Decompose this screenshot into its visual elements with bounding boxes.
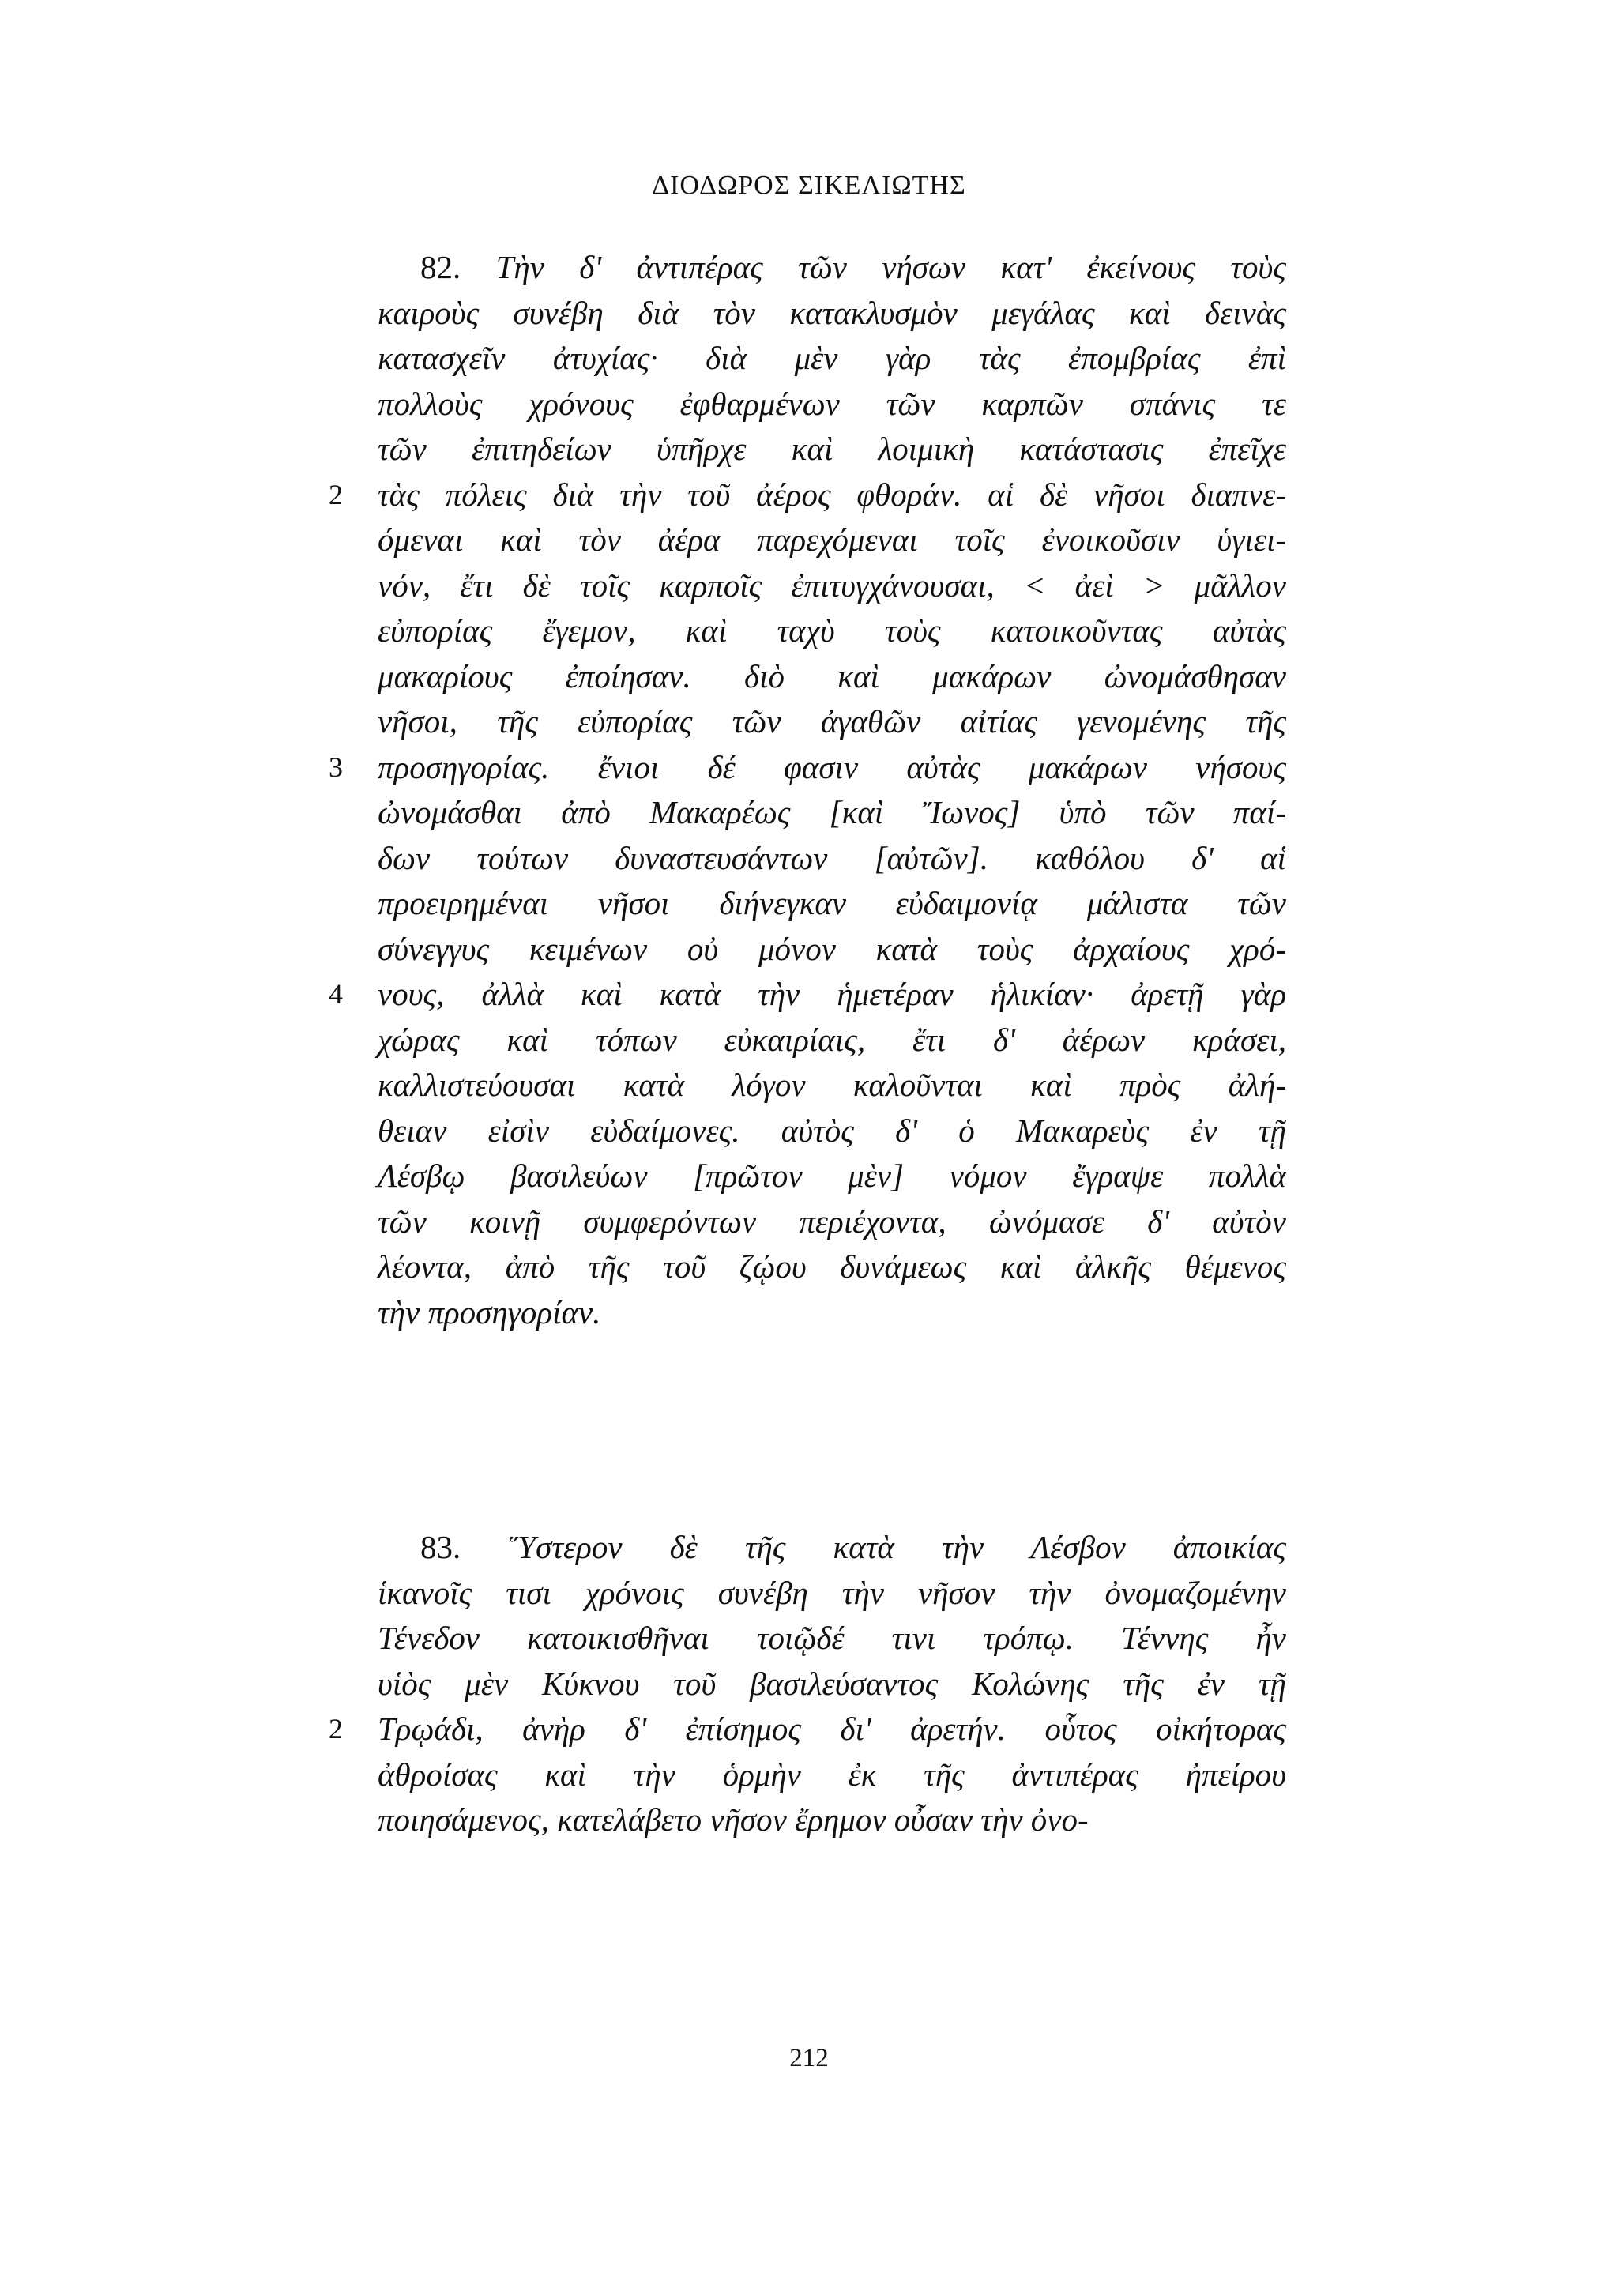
marginal-number: 3 <box>329 751 343 783</box>
line-text: τῶν ἐπιτηδείων ὑπῆρχε καὶ λοιμικὴ κατάστασις ἐπεῖχε <box>378 431 1286 467</box>
text-line <box>378 1616 1286 1662</box>
text-line <box>378 1244 1286 1290</box>
line-text: λέοντα, ἀπὸ τῆς τοῦ ζῴου δυνάμεως καὶ ἀλκῆς θέμενος <box>378 1248 1286 1285</box>
text-line <box>378 881 1286 927</box>
marginal-number: 2 <box>329 478 343 510</box>
line-text: καιροὺς συνέβη διὰ τὸν κατακλυσμὸν μεγάλας καὶ δεινὰς <box>378 294 1286 331</box>
text-line <box>378 1752 1286 1798</box>
line-text: νόν, ἔτι δὲ τοῖς καρποῖς ἐπιτυγχάνουσαι, < ἀεὶ > μᾶλλον <box>378 566 1286 604</box>
text-line <box>378 1662 1286 1707</box>
text-line <box>329 972 1286 1018</box>
text-line <box>378 1199 1286 1245</box>
line-text: Τρῳάδι, ἀνὴρ δ' ἐπίσημος δι' ἀρετήν. οὗτος οἰκήτορας <box>378 1711 1286 1747</box>
text-line <box>378 608 1286 654</box>
text-line <box>378 1018 1286 1063</box>
paragraph-83 <box>329 1525 1286 1843</box>
line-text: εὐπορίας ἔγεμον, καὶ ταχὺ τοὺς κατοικοῦντας αὐτὰς <box>378 612 1286 649</box>
text-line <box>329 472 1286 518</box>
line-text: υἱὸς μὲν Κύκνου τοῦ βασιλεύσαντος Κολώνης τῆς ἐν τῇ <box>378 1665 1286 1702</box>
line-text: ἀθροίσας καὶ τὴν ὁρμὴν ἐκ τῆς ἀντιπέρας ἠπείρου <box>378 1756 1286 1793</box>
text-line <box>378 291 1286 337</box>
line-text: καλλιστεύουσαι κατὰ λόγον καλοῦνται καὶ πρὸς ἀλή- <box>378 1067 1286 1103</box>
text-line <box>378 1571 1286 1617</box>
text-line <box>378 699 1286 745</box>
line-text: χώρας καὶ τόπων εὐκαιρίαις, ἔτι δ' ἀέρων κράσει, <box>378 1021 1286 1058</box>
line-text: σύνεγγυς κειμένων οὐ μόνον κατὰ τοὺς ἀρχαίους χρό- <box>378 930 1286 967</box>
line-text: κατασχεῖν ἀτυχίας· διὰ μὲν γὰρ τὰς ἐπομβρίας ἐπὶ <box>378 340 1286 376</box>
marginal-number: 4 <box>329 978 343 1010</box>
running-head: ΔΙΟΔΩΡΟΣ ΣΙΚΕΛΙΩΤΗΣ <box>652 171 966 200</box>
text-line <box>378 382 1286 427</box>
line-text: Ὕστερον δὲ τῆς κατὰ τὴν Λέσβον ἀποικίας <box>508 1529 1286 1565</box>
section-number: 83. <box>420 1529 461 1565</box>
line-text: ὠνομάσθαι ἀπὸ Μακαρέως [καὶ Ἴωνος] ὑπὸ τῶν παί- <box>378 794 1286 830</box>
page-number: 212 <box>789 2044 829 2072</box>
line-text: νῆσοι, τῆς εὐπορίας τῶν ἀγαθῶν αἰτίας γενομένης τῆς <box>378 703 1286 740</box>
line-text: νους, ἀλλὰ καὶ κατὰ τὴν ἡμετέραν ἡλικίαν· ἀρετῇ γὰρ <box>378 976 1286 1012</box>
text-line <box>378 1108 1286 1154</box>
line-text: μακαρίους ἐποίησαν. διὸ καὶ μακάρων ὠνομάσθησαν <box>378 657 1286 694</box>
line-text: θειαν εἰσὶν εὐδαίμονες. αὐτὸς δ' ὁ Μακαρεὺς ἐν τῇ <box>378 1112 1286 1149</box>
text-line <box>378 1290 1286 1336</box>
section-number: 82. <box>420 249 461 285</box>
line-text: τὰς πόλεις διὰ τὴν τοῦ ἀέρος φθοράν. αἱ δὲ νῆσοι διαπνε- <box>378 476 1286 513</box>
text-line <box>378 518 1286 563</box>
line-text: προσηγορίας. ἔνιοι δέ φασιν αὐτὰς μακάρων νήσους <box>378 748 1286 785</box>
text-line <box>378 427 1286 472</box>
line-text: Τὴν δ' ἀντιπέρας τῶν νήσων κατ' ἐκείνους τοὺς <box>495 249 1286 285</box>
text-line <box>378 927 1286 973</box>
marginal-number: 2 <box>329 1713 343 1745</box>
line-text: Τένεδον κατοικισθῆναι τοιῷδέ τινι τρόπῳ. Τέννης ἦν <box>378 1620 1286 1656</box>
text-line <box>378 1154 1286 1199</box>
text-line <box>378 1525 1286 1571</box>
line-text: τὴν προσηγορίαν. <box>378 1293 601 1331</box>
text-line <box>378 245 1286 291</box>
line-text: όμεναι καὶ τὸν ἀέρα παρεχόμεναι τοῖς ἐνοικοῦσιν ὑγιει- <box>378 521 1286 558</box>
text-line <box>329 1707 1286 1752</box>
text-line <box>378 336 1286 382</box>
paragraph-82 <box>329 245 1286 1335</box>
line-text: προειρημέναι νῆσοι διήνεγκαν εὐδαιμονίᾳ μάλιστα τῶν <box>378 885 1286 921</box>
text-line <box>378 563 1286 609</box>
text-line <box>329 745 1286 791</box>
text-line <box>378 836 1286 882</box>
text-line <box>378 1797 1286 1843</box>
text-line <box>378 1063 1286 1108</box>
line-text: δων τούτων δυναστευσάντων [αὐτῶν]. καθόλου δ' αἱ <box>378 839 1286 876</box>
line-text: Λέσβῳ βασιλεύων [πρῶτον μὲν] νόμον ἔγραψε πολλὰ <box>378 1157 1286 1194</box>
line-text: ἱκανοῖς τισι χρόνοις συνέβη τὴν νῆσον τὴν ὀνομαζομένην <box>378 1574 1286 1611</box>
line-text: πολλοὺς χρόνους ἐφθαρμένων τῶν καρπῶν σπάνις τε <box>378 385 1286 422</box>
line-text: ποιησάμενος, κατελάβετο νῆσον ἔρημον οὖσαν τὴν ὀνο- <box>378 1801 1089 1838</box>
line-text: τῶν κοινῇ συμφερόντων περιέχοντα, ὠνόμασε δ' αὐτὸν <box>378 1203 1286 1240</box>
text-line <box>378 790 1286 836</box>
text-line <box>378 654 1286 700</box>
